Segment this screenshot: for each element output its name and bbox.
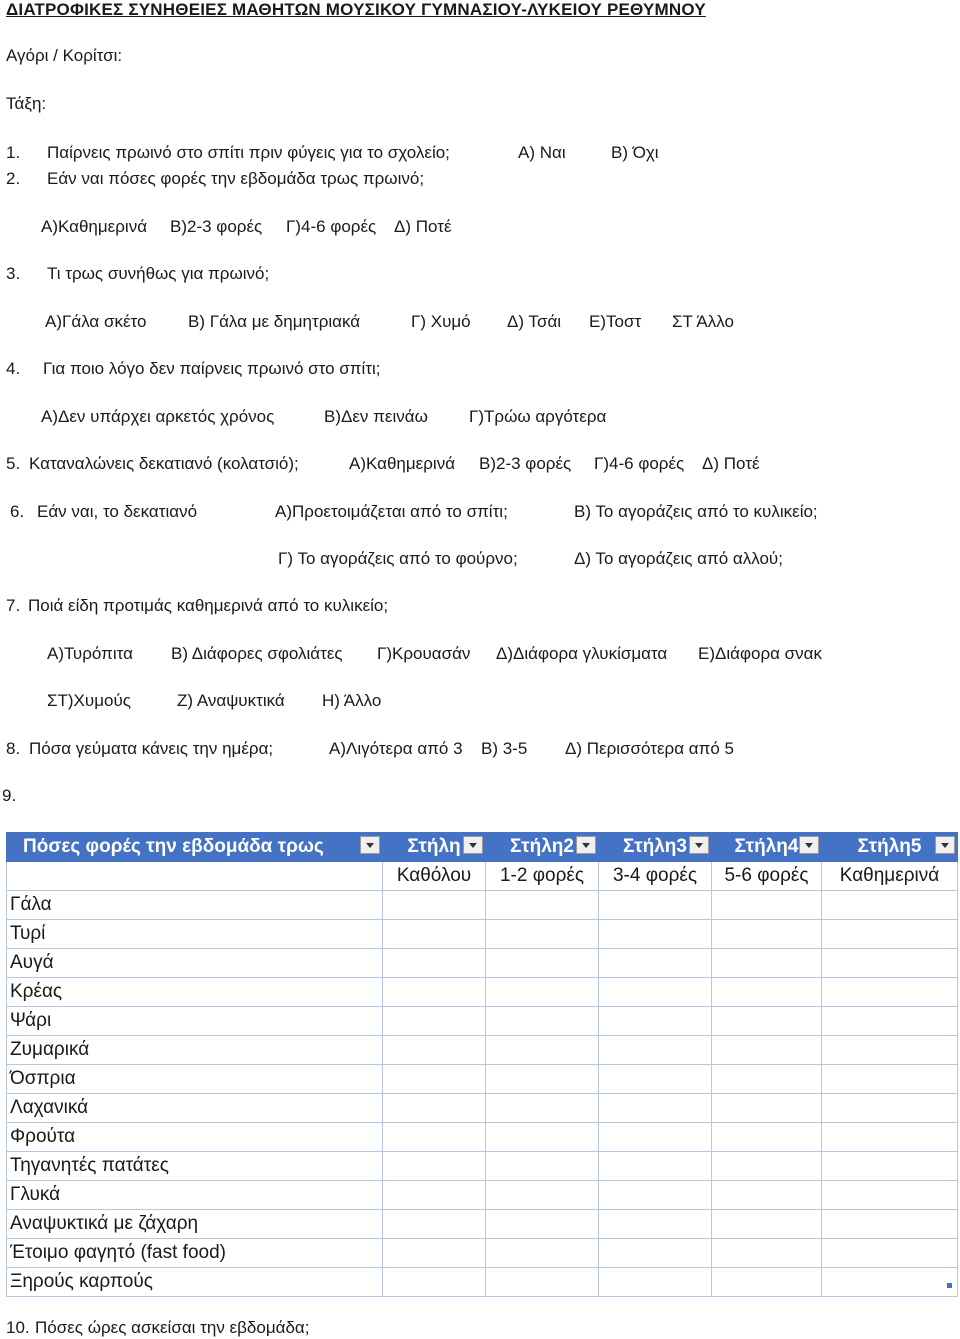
table-cell[interactable] xyxy=(599,1268,712,1297)
table-cell[interactable] xyxy=(822,1181,958,1210)
class-field-label: Τάξη: xyxy=(6,94,47,113)
table-cell[interactable] xyxy=(822,978,958,1007)
filter-dropdown-icon[interactable] xyxy=(689,836,709,854)
filter-dropdown-icon[interactable] xyxy=(935,836,955,854)
table-cell[interactable] xyxy=(383,1065,486,1094)
q7-option-f: ΣΤ)Χυμούς xyxy=(47,691,131,710)
table-row xyxy=(7,1152,958,1181)
table-cell[interactable] xyxy=(822,891,958,920)
q4-option-c: Γ)Τρώω αργότερα xyxy=(469,407,607,426)
q4-number: 4. xyxy=(6,359,21,378)
header-column-2 xyxy=(486,833,599,862)
table-cell[interactable] xyxy=(599,1152,712,1181)
table-cell[interactable] xyxy=(383,1210,486,1239)
table-cell[interactable] xyxy=(383,1123,486,1152)
food-frequency-table xyxy=(6,832,958,1297)
q1-option-a: Α) Ναι xyxy=(518,143,566,162)
food-item-label[interactable]: Έτοιμο φαγητό (fast food) xyxy=(7,1239,383,1268)
table-cell[interactable] xyxy=(383,1239,486,1268)
q10-number: 10. xyxy=(6,1318,30,1337)
table-cell[interactable] xyxy=(822,1239,958,1268)
q2-option-a: Α)Καθημερινά xyxy=(41,217,148,236)
table-cell[interactable] xyxy=(7,862,383,891)
table-cell[interactable] xyxy=(822,1036,958,1065)
food-item-label[interactable]: Λαχανικά xyxy=(7,1094,383,1123)
q8-option-b: Β) 3-5 xyxy=(481,739,528,758)
header-column-1 xyxy=(383,833,486,862)
table-cell[interactable] xyxy=(486,1210,599,1239)
header-column-1-label: Στήλη xyxy=(407,836,461,857)
table-cell[interactable] xyxy=(486,1094,599,1123)
table-header-row xyxy=(7,833,958,862)
q2-number: 2. xyxy=(6,169,21,188)
table-cell[interactable] xyxy=(486,920,599,949)
filter-dropdown-icon[interactable] xyxy=(799,836,819,854)
table-cell[interactable] xyxy=(822,1152,958,1181)
table-cell[interactable] xyxy=(712,1094,822,1123)
table-cell[interactable] xyxy=(822,949,958,978)
table-cell[interactable] xyxy=(599,1210,712,1239)
table-cell[interactable]: 1-2 φορές xyxy=(486,862,599,891)
q6-option-c: Γ) Το αγοράζεις από το φούρνο; xyxy=(278,549,518,568)
table-row xyxy=(7,1065,958,1094)
q7-option-g: Ζ) Αναψυκτικά xyxy=(177,691,285,710)
q2-text: Εάν ναι πόσες φορές την εβδομάδα τρως πρωινό; xyxy=(47,169,425,188)
food-item-label[interactable]: Ψάρι xyxy=(7,1007,383,1036)
q3-option-a: Α)Γάλα σκέτο xyxy=(45,312,147,331)
table-row xyxy=(7,1036,958,1065)
q6-option-a: Α)Προετοιμάζεται από το σπίτι; xyxy=(275,502,508,521)
filter-dropdown-icon[interactable] xyxy=(463,836,483,854)
table-cell[interactable] xyxy=(486,978,599,1007)
table-cell[interactable] xyxy=(486,949,599,978)
table-cell[interactable] xyxy=(712,949,822,978)
table-cell[interactable] xyxy=(599,1065,712,1094)
q1-option-b: Β) Όχι xyxy=(611,143,659,162)
q5-text: Καταναλώνεις δεκατιανό (κολατσιό); xyxy=(29,454,299,473)
table-cell[interactable] xyxy=(712,1239,822,1268)
header-column-2-label: Στήλη2 xyxy=(510,836,574,857)
header-column-4-label: Στήλη4 xyxy=(734,836,799,857)
q1-number: 1. xyxy=(6,143,21,162)
table-resize-handle[interactable] xyxy=(947,1283,952,1288)
table-cell[interactable]: 3-4 φορές xyxy=(599,862,712,891)
q3-option-b: Β) Γάλα με δημητριακά xyxy=(188,312,361,331)
q3-option-c: Γ) Χυμό xyxy=(411,312,471,331)
table-row xyxy=(7,1094,958,1123)
table-row xyxy=(7,1123,958,1152)
q6-text: Εάν ναι, το δεκατιανό xyxy=(37,502,198,521)
food-item-label[interactable]: Φρούτα xyxy=(7,1123,383,1152)
table-row xyxy=(7,1181,958,1210)
table-row xyxy=(7,949,958,978)
header-column-4 xyxy=(712,833,822,862)
q7-option-d: Δ)Διάφορα γλυκίσματα xyxy=(496,644,668,663)
q8-number: 8. xyxy=(6,739,21,758)
gender-field-label: Αγόρι / Κορίτσι: xyxy=(6,46,123,65)
table-cell[interactable] xyxy=(712,1152,822,1181)
table-cell[interactable] xyxy=(712,1007,822,1036)
table-cell[interactable] xyxy=(383,1152,486,1181)
q9-number: 9. xyxy=(2,786,17,805)
table-cell[interactable] xyxy=(822,1123,958,1152)
table-cell[interactable] xyxy=(599,891,712,920)
food-item-label[interactable]: Ξηρούς καρπούς xyxy=(7,1268,383,1297)
filter-dropdown-icon[interactable] xyxy=(360,836,380,854)
table-row xyxy=(7,1210,958,1239)
q5-option-c: Γ)4-6 φορές xyxy=(594,454,685,473)
table-cell[interactable] xyxy=(383,949,486,978)
table-row xyxy=(7,1007,958,1036)
table-cell[interactable] xyxy=(486,1239,599,1268)
food-item-label[interactable]: Αναψυκτικά με ζάχαρη xyxy=(7,1210,383,1239)
q7-option-a: Α)Τυρόπιτα xyxy=(47,644,133,663)
q3-option-e: Ε)Τοστ xyxy=(589,312,642,331)
q3-option-d: Δ) Τσάι xyxy=(507,312,562,331)
table-cell[interactable] xyxy=(486,1123,599,1152)
table-cell[interactable] xyxy=(712,1123,822,1152)
table-cell[interactable] xyxy=(822,1007,958,1036)
header-food-label: Πόσες φορές την εβδομάδα τρως xyxy=(23,836,324,857)
table-cell[interactable] xyxy=(822,920,958,949)
q5-option-b: Β)2-3 φορές xyxy=(479,454,572,473)
food-item-label[interactable]: Γάλα xyxy=(7,891,383,920)
q4-option-a: Α)Δεν υπάρχει αρκετός χρόνος xyxy=(41,407,275,426)
table-cell[interactable] xyxy=(383,1094,486,1123)
table-cell[interactable] xyxy=(383,891,486,920)
table-cell[interactable] xyxy=(486,1181,599,1210)
food-item-label[interactable]: Όσπρια xyxy=(7,1065,383,1094)
food-item-label[interactable]: Γλυκά xyxy=(7,1181,383,1210)
table-cell[interactable] xyxy=(599,920,712,949)
food-item-label[interactable]: Αυγά xyxy=(7,949,383,978)
q10-text: Πόσες ώρες ασκείσαι την εβδομάδα; xyxy=(35,1318,310,1337)
table-cell[interactable] xyxy=(712,920,822,949)
document-title: ΔΙΑΤΡΟΦΙΚΕΣ ΣΥΝΗΘΕΙΕΣ ΜΑΘΗΤΩΝ ΜΟΥΣΙΚΟΥ ΓΥΜΝΑΣΙΟΥ-ΛΥΚΕΙΟΥ ΡΕΘΥΜΝΟΥ xyxy=(6,0,706,19)
q2-option-b: Β)2-3 φορές xyxy=(170,217,263,236)
table-cell[interactable] xyxy=(712,1036,822,1065)
table-cell[interactable] xyxy=(599,1036,712,1065)
table-subheader-row xyxy=(7,862,958,891)
table-cell[interactable] xyxy=(822,1268,958,1297)
food-item-label[interactable]: Κρέας xyxy=(7,978,383,1007)
table-row xyxy=(7,891,958,920)
table-cell[interactable] xyxy=(712,1065,822,1094)
q7-option-e: Ε)Διάφορα σνακ xyxy=(698,644,822,663)
table-row xyxy=(7,920,958,949)
table-cell[interactable] xyxy=(486,1007,599,1036)
q8-option-c: Δ) Περισσότερα από 5 xyxy=(565,739,734,758)
table-cell[interactable] xyxy=(712,1210,822,1239)
table-cell[interactable] xyxy=(599,1007,712,1036)
table-cell[interactable] xyxy=(383,1007,486,1036)
table-cell[interactable] xyxy=(599,1094,712,1123)
food-item-label[interactable]: Τηγανητές πατάτες xyxy=(7,1152,383,1181)
q1-text: Παίρνεις πρωινό στο σπίτι πριν φύγεις για το σχολείο; xyxy=(47,143,450,162)
header-column-5 xyxy=(822,833,958,862)
table-cell[interactable] xyxy=(383,1268,486,1297)
q6-number: 6. xyxy=(10,502,25,521)
table-cell[interactable] xyxy=(599,978,712,1007)
q8-option-a: Α)Λιγότερα από 3 xyxy=(329,739,463,758)
q5-option-d: Δ) Ποτέ xyxy=(702,454,760,473)
table-cell[interactable] xyxy=(822,1065,958,1094)
q3-text: Τι τρως συνήθως για πρωινό; xyxy=(47,264,270,283)
q7-option-b: Β) Διάφορες σφολιάτες xyxy=(171,644,343,663)
q7-text: Ποιά είδη προτιμάς καθημερινά από το κυλικείο; xyxy=(28,596,389,615)
q7-number: 7. xyxy=(6,596,21,615)
header-column-3 xyxy=(599,833,712,862)
table-cell[interactable] xyxy=(599,1123,712,1152)
table-row xyxy=(7,978,958,1007)
q8-text: Πόσα γεύματα κάνεις την ημέρα; xyxy=(29,739,274,758)
header-column-3-label: Στήλη3 xyxy=(623,836,687,857)
header-column-5-label: Στήλη5 xyxy=(857,836,922,857)
table-row xyxy=(7,1268,958,1297)
table-cell[interactable] xyxy=(712,1268,822,1297)
table-cell[interactable] xyxy=(712,891,822,920)
q3-option-f: ΣΤ Άλλο xyxy=(672,312,734,331)
filter-dropdown-icon[interactable] xyxy=(576,836,596,854)
table-cell[interactable] xyxy=(599,1181,712,1210)
table-cell[interactable] xyxy=(486,1152,599,1181)
table-cell[interactable] xyxy=(599,949,712,978)
table-row xyxy=(7,1239,958,1268)
q7-option-c: Γ)Κρουασάν xyxy=(377,644,471,663)
table-cell[interactable] xyxy=(599,1239,712,1268)
table-cell[interactable] xyxy=(486,1268,599,1297)
q6-option-b: Β) Το αγοράζεις από το κυλικείο; xyxy=(574,502,818,521)
q6-option-d: Δ) Το αγοράζεις από αλλού; xyxy=(574,549,783,568)
table-cell[interactable] xyxy=(383,978,486,1007)
q7-option-h: Η) Άλλο xyxy=(322,691,382,710)
table-cell[interactable] xyxy=(486,1036,599,1065)
table-cell[interactable]: Καθόλου xyxy=(383,862,486,891)
table-cell[interactable] xyxy=(822,1210,958,1239)
q5-option-a: Α)Καθημερινά xyxy=(349,454,456,473)
table-cell[interactable]: Καθημερινά xyxy=(822,862,958,891)
q4-text: Για ποιο λόγο δεν παίρνεις πρωινό στο σπίτι; xyxy=(43,359,381,378)
table-cell[interactable]: 5-6 φορές xyxy=(712,862,822,891)
q3-number: 3. xyxy=(6,264,21,283)
table-cell[interactable] xyxy=(486,891,599,920)
food-item-label[interactable]: Ζυμαρικά xyxy=(7,1036,383,1065)
table-cell[interactable] xyxy=(822,1094,958,1123)
table-cell[interactable] xyxy=(383,1181,486,1210)
table-cell[interactable] xyxy=(486,1065,599,1094)
header-food-column xyxy=(7,833,383,862)
table-cell[interactable] xyxy=(383,920,486,949)
table-cell[interactable] xyxy=(383,1036,486,1065)
q2-option-d: Δ) Ποτέ xyxy=(394,217,452,236)
q5-number: 5. xyxy=(6,454,21,473)
q2-option-c: Γ)4-6 φορές xyxy=(286,217,377,236)
food-item-label[interactable]: Τυρί xyxy=(7,920,383,949)
q4-option-b: Β)Δεν πεινάω xyxy=(324,407,428,426)
table-cell[interactable] xyxy=(712,978,822,1007)
table-cell[interactable] xyxy=(712,1181,822,1210)
